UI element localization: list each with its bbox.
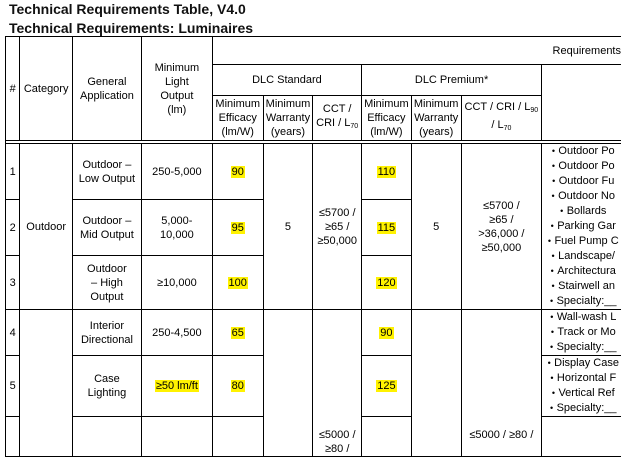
row-std-efficacy bbox=[212, 256, 263, 310]
outdoor-applications-list bbox=[542, 144, 621, 310]
highlighted-value: 110 bbox=[377, 166, 397, 178]
header-prem-cct: CCT / CRI / $L_{90} / L_{70}$ bbox=[461, 96, 542, 141]
list-item: • Horizontal F bbox=[544, 371, 619, 386]
prem-cct-interior: ≤5000 / ≥80 / bbox=[461, 310, 542, 457]
highlighted-value: 100 bbox=[228, 277, 248, 289]
row-num: 2 bbox=[6, 200, 20, 256]
std-cct-interior: ≤5000 / ≥80 / bbox=[313, 310, 362, 457]
row-num bbox=[6, 417, 20, 457]
header-dlc-premium: DLC Premium* bbox=[361, 65, 541, 96]
prem-warranty-interior bbox=[411, 310, 461, 457]
header-general-application: General Application bbox=[72, 37, 141, 141]
header-prem-cct-main: CCT / CRI / L bbox=[465, 101, 531, 113]
header-prem-cct-sub1: 90 bbox=[530, 107, 538, 114]
row-std-efficacy bbox=[212, 417, 263, 457]
row-application: Outdoor – Low Output bbox=[72, 144, 141, 200]
header-std-min-warranty: Minimum Warranty (years) bbox=[263, 96, 313, 141]
interior-directional-applications bbox=[542, 310, 621, 356]
header-std-cct-main: CCT / CRI / L bbox=[316, 103, 351, 129]
row-std-efficacy bbox=[212, 310, 263, 356]
list-item: • Parking Gar bbox=[544, 219, 619, 234]
std-warranty: 5 bbox=[263, 144, 313, 310]
highlighted-value: 125 bbox=[376, 380, 396, 392]
list-item: • Outdoor No bbox=[544, 189, 619, 204]
technical-requirements-table bbox=[5, 36, 621, 457]
list-item: • Architectura bbox=[544, 264, 619, 279]
highlighted-value: 80 bbox=[231, 380, 245, 392]
document-subtitle: Technical Requirements: Luminaires bbox=[9, 19, 253, 38]
header-applications bbox=[542, 65, 621, 141]
header-std-cct bbox=[313, 96, 362, 141]
list-item: • Landscape/ bbox=[544, 249, 619, 264]
row-std-efficacy bbox=[212, 144, 263, 200]
row-category: Outdoor bbox=[20, 144, 73, 310]
row-application: Outdoor – Mid Output bbox=[72, 200, 141, 256]
highlighted-value: 90 bbox=[379, 327, 393, 339]
row-application bbox=[72, 417, 141, 457]
row-num: 1 bbox=[6, 144, 20, 200]
highlighted-value: 115 bbox=[377, 222, 397, 234]
header-prem-min-warranty: Minimum Warranty (years) bbox=[411, 96, 461, 141]
header-std-cct-sub: 70 bbox=[350, 123, 358, 130]
row-light-output bbox=[141, 417, 212, 457]
row-num: 3 bbox=[6, 256, 20, 310]
row-prem-efficacy bbox=[361, 417, 411, 457]
list-item: • Display Case bbox=[544, 356, 619, 371]
document-titles bbox=[9, 0, 253, 38]
highlighted-value: 90 bbox=[231, 166, 245, 178]
std-warranty-interior bbox=[263, 310, 313, 457]
row-prem-efficacy bbox=[361, 256, 411, 310]
std-cct: ≤5700 / ≥65 / ≥50,000 bbox=[313, 144, 362, 310]
header-min-light-output: Minimum Light Output (lm) bbox=[141, 37, 212, 141]
table-row bbox=[6, 310, 621, 356]
row-num: 5 bbox=[6, 356, 20, 417]
list-item: • Specialty:__ bbox=[544, 340, 619, 355]
list-item: • Wall-wash L bbox=[544, 310, 619, 325]
list-item: • Fuel Pump C bbox=[544, 234, 619, 249]
header-std-min-efficacy: Minimum Efficacy (lm/W) bbox=[212, 96, 263, 141]
row-prem-efficacy bbox=[361, 310, 411, 356]
list-item: • Vertical Ref bbox=[544, 386, 619, 401]
list-item: • Outdoor Po bbox=[544, 144, 619, 159]
header-num: # bbox=[6, 37, 20, 141]
row-num: 4 bbox=[6, 310, 20, 356]
header-dlc-standard: DLC Standard bbox=[212, 65, 361, 96]
row-std-efficacy bbox=[212, 356, 263, 417]
row-application: Interior Directional bbox=[72, 310, 141, 356]
row-light-output bbox=[141, 356, 212, 417]
row-std-efficacy bbox=[212, 200, 263, 256]
row-application: Outdoor – High Output bbox=[72, 256, 141, 310]
row-application: Case Lighting bbox=[72, 356, 141, 417]
highlighted-value: 65 bbox=[231, 327, 245, 339]
header-requirements-label: Requirements bbox=[553, 45, 621, 57]
row-category-interior bbox=[20, 310, 73, 457]
row-light-output: ≥10,000 bbox=[141, 256, 212, 310]
list-item: • Specialty:__ bbox=[544, 401, 619, 416]
prem-cct: ≤5700 / ≥65 / >36,000 / ≥50,000 bbox=[461, 144, 542, 310]
highlighted-value: 95 bbox=[231, 222, 245, 234]
list-item: • Outdoor Fu bbox=[544, 174, 619, 189]
highlighted-value: ≥50 lm/ft bbox=[155, 380, 199, 392]
header-prem-min-efficacy: Minimum Efficacy (lm/W) bbox=[361, 96, 411, 141]
table-row bbox=[6, 144, 621, 200]
list-item: • Specialty:__ bbox=[544, 294, 619, 309]
list-item: • Outdoor Po bbox=[544, 159, 619, 174]
highlighted-value: 120 bbox=[376, 277, 396, 289]
prem-warranty: 5 bbox=[411, 144, 461, 310]
header-requirements bbox=[212, 37, 621, 65]
row-prem-efficacy bbox=[361, 356, 411, 417]
row-light-output: 250-5,000 bbox=[141, 144, 212, 200]
row-light-output: 5,000-10,000 bbox=[141, 200, 212, 256]
list-item: • Track or Mo bbox=[544, 325, 619, 340]
header-prem-cct-sub2: 70 bbox=[504, 125, 512, 132]
row-prem-efficacy bbox=[361, 200, 411, 256]
header-category: Category bbox=[20, 37, 73, 141]
row-light-output: 250-4,500 bbox=[141, 310, 212, 356]
list-item: • Bollards bbox=[544, 204, 619, 219]
row-prem-efficacy bbox=[361, 144, 411, 200]
list-item: • Stairwell an bbox=[544, 279, 619, 294]
row-applications bbox=[542, 417, 621, 457]
document-title: Technical Requirements Table, V4.0 bbox=[9, 0, 253, 19]
case-lighting-applications bbox=[542, 356, 621, 417]
